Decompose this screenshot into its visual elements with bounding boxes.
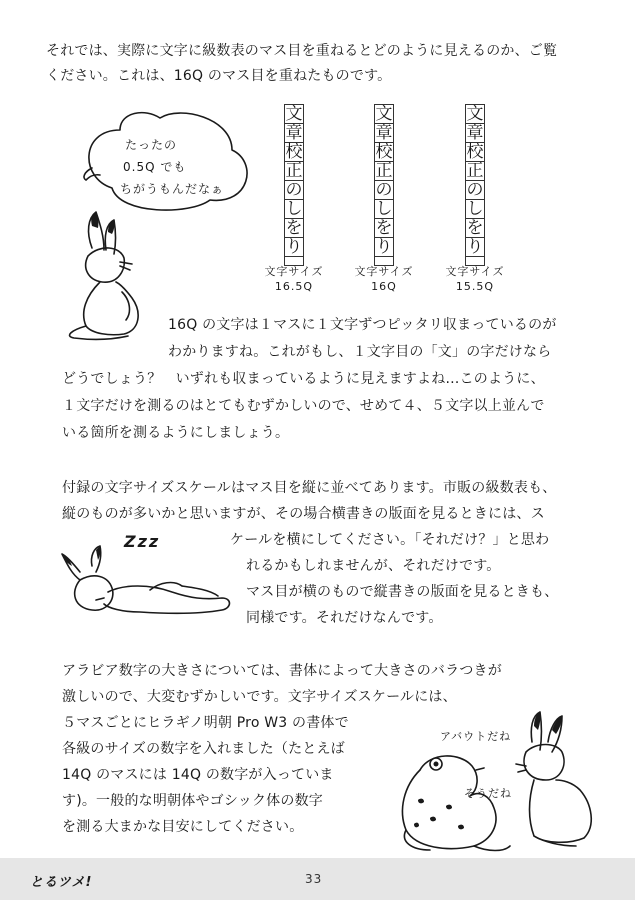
caption-size: 16.5Q [274,280,314,293]
para2-line-2: わかりますね。これがもし、１文字目の「文」の字だけなら [168,344,552,360]
caption-label: 文字サイズ [264,265,324,278]
sample-char: 章 [466,122,484,143]
sample-char: り [375,236,393,257]
intro-line-2: ください。これは、16Q のマス目を重ねたものです。 [46,68,392,84]
para4-line-6: す)。一般的な明朝体やゴシック体の数字 [62,793,323,809]
page-footer [0,858,635,900]
sample-char: り [285,236,303,257]
sample-char: 校 [285,141,303,162]
para4-line-7: を測る大まかな目安にしてください。 [62,819,304,835]
para2-line-4: １文字だけを測るのはとてもむずかしいので、せめて４、５文字以上並んで [62,398,545,414]
para2-line-3: どうでしょう？ いずれも収まっているように見えますよね…このように、 [62,371,545,387]
para4-line-3: ５マスごとにヒラギノ明朝 Pro W3 の書体で [62,715,349,731]
sample-char: 文 [375,103,393,124]
sample-char: し [375,198,393,219]
sample-char: り [466,236,484,257]
sample-char: 章 [285,122,303,143]
frog-speech: そうだね [464,787,512,800]
sample-char: し [285,198,303,219]
caption-size: 16Q [371,280,397,293]
caption-label: 文字サイズ [354,265,414,278]
sample-char: 校 [466,141,484,162]
bubble-line-3: ちがうもんだなぁ [120,182,225,196]
sample-char: 正 [375,160,393,181]
caption-size: 15.5Q [455,280,495,293]
para2-line-1: 16Q の文字は１マスに１文字ずつピッタリ収まっているのが [168,317,557,333]
sample-char: の [466,179,484,200]
page-number: 33 [305,872,323,886]
sample-char: を [466,217,484,238]
rabbit-speech: アバウトだね [440,730,512,743]
para3-line-1: 付録の文字サイズスケールはマス目を縦に並べてあります。市販の級数表も、 [62,480,557,496]
sample-char: 正 [466,160,484,181]
sample-char: 正 [285,160,303,181]
sample-char: 章 [375,122,393,143]
caption-label: 文字サイズ [445,265,505,278]
intro-line-1: それでは、実際に文字に級数表のマス目を重ねるとどのように見えるのか、ご覧 [46,43,558,59]
para4-line-1: アラビア数字の大きさについては、書体によって大きさのバラつきが [62,663,502,679]
para3-line-4: れるかもしれませんが、それだけです。 [246,558,501,574]
footer-logo: とるツメ! [30,875,93,890]
sample-char: の [285,179,303,200]
para4-line-2: 激しいので、大変むずかしいです。文字サイズスケールには、 [62,689,457,705]
sample-char: 校 [375,141,393,162]
para3-line-2: 縦のものが多いかと思いますが、その場合横書きの版面を見るときには、ス [62,506,545,522]
bubble-line-1: たったの [125,138,178,152]
sample-char: を [375,217,393,238]
sample-char: し [466,198,484,219]
sample-char: を [285,217,303,238]
para4-line-5: 14Q のマスには 14Q の数字が入っていま [62,767,334,783]
bubble-line-2: 0.5Q でも [123,160,187,174]
para3-line-3: ケールを横にしてください。「それだけ？」と思わ [230,532,550,548]
para2-line-5: いる箇所を測るようにしましょう。 [62,425,290,441]
sleep-zzz: Zzz [124,532,161,551]
para3-line-5: マス目が横のもので縦書きの版面を見るときも、 [246,584,559,600]
sample-char: の [375,179,393,200]
sample-char: 文 [285,103,303,124]
para3-line-6: 同様です。それだけなんです。 [246,610,443,626]
sample-char: 文 [466,103,484,124]
para4-line-4: 各級のサイズの数字を入れました（たとえば [62,741,345,757]
